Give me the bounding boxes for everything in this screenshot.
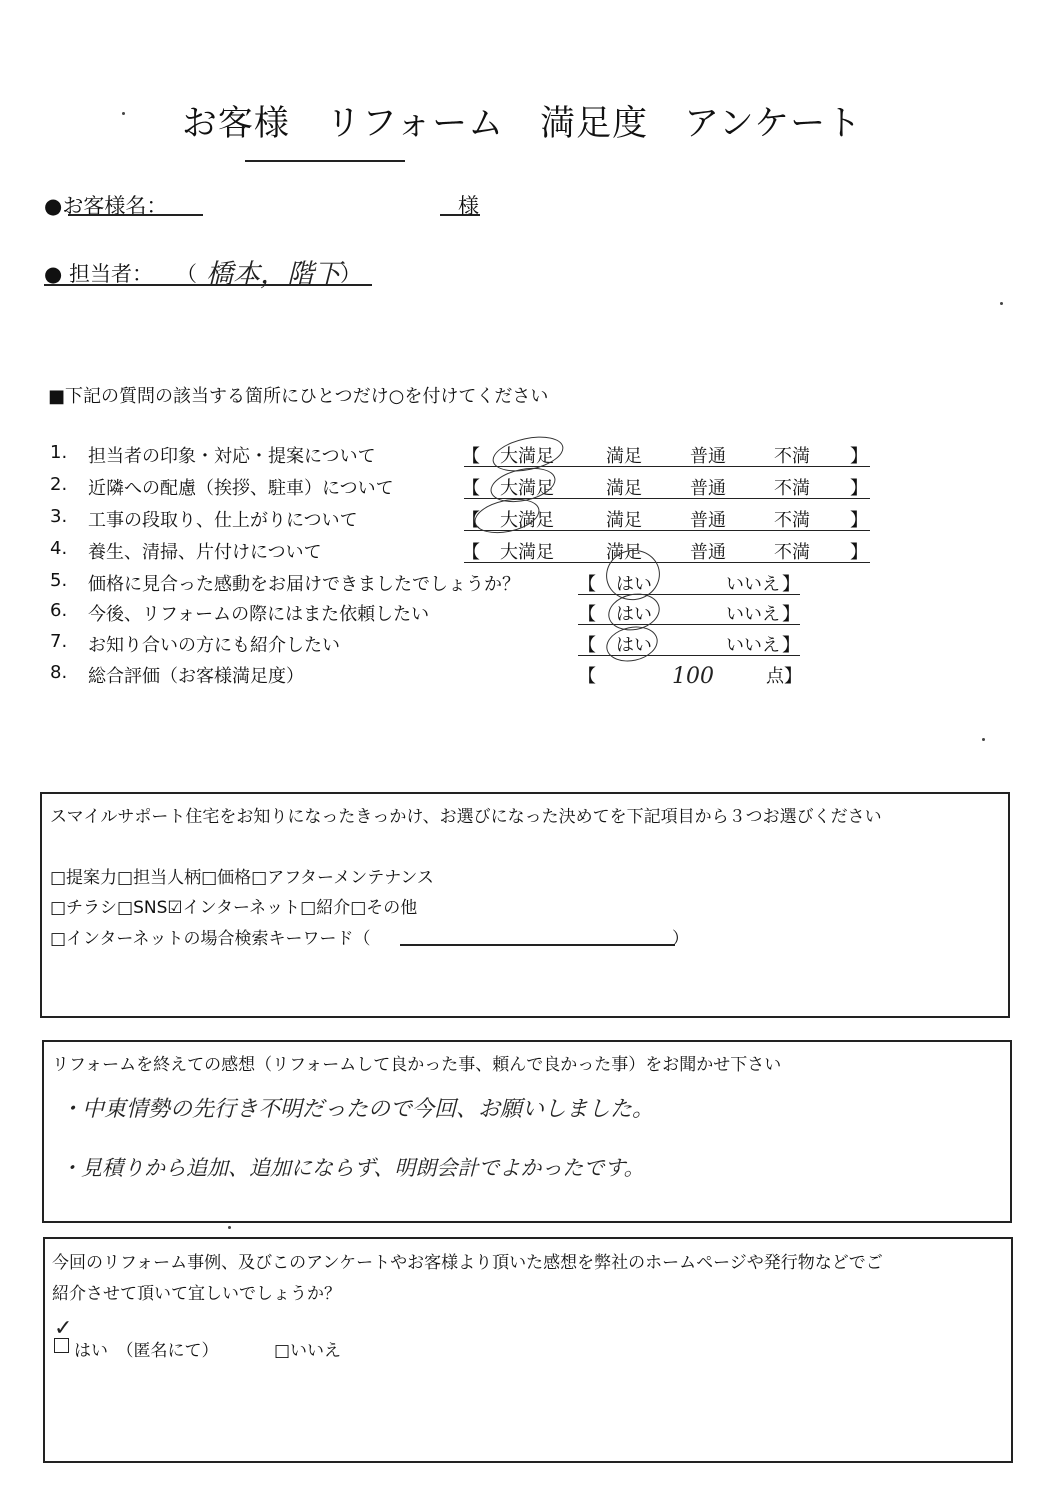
question-row-1: [50, 442, 880, 472]
question-text: 養生、清掃、片付けについて: [88, 542, 322, 563]
bracket-close: 】: [850, 446, 868, 467]
staff-label: ● 担当者：: [44, 262, 153, 286]
question-number: 2.: [50, 474, 68, 495]
question-row-5: [50, 570, 810, 600]
option-very-satisfied[interactable]: 大満足: [500, 478, 554, 499]
question-text: 担当者の印象・対応・提案について: [88, 446, 376, 467]
check-mark-icon: ✓: [54, 1316, 73, 1341]
reason-keyword-close: ）: [672, 929, 689, 949]
impression-comment-1[interactable]: ・中東情勢の先行き不明だったので今回、お願いしました。: [60, 1097, 655, 1122]
question-row-3: [50, 506, 880, 536]
staff-open-paren: （: [176, 262, 197, 286]
reason-options-line-1[interactable]: □提案力□担当人柄□価格□アフターメンテナンス: [50, 868, 434, 888]
scan-speck: [228, 1226, 231, 1229]
option-satisfied[interactable]: 満足: [606, 510, 642, 531]
question-row-6: [50, 600, 810, 630]
option-satisfied[interactable]: 満足: [606, 478, 642, 499]
consent-heading-line-1: 今回のリフォーム事例、及びこのアンケートやお客様より頂いた感想を弊社のホームページや発行物などでご: [52, 1253, 883, 1273]
bracket-open: 【: [578, 635, 596, 656]
option-no[interactable]: いいえ: [726, 574, 780, 595]
option-normal[interactable]: 普通: [690, 478, 726, 499]
consent-yes-label[interactable]: はい （匿名にて）: [74, 1341, 219, 1361]
question-text: 総合評価（お客様満足度）: [88, 666, 304, 687]
option-dissatisfied[interactable]: 不満: [774, 542, 810, 563]
question-row-2: [50, 474, 880, 504]
staff-underline: [44, 284, 372, 286]
question-text: お知り合いの方にも紹介したい: [88, 635, 340, 656]
reason-keyword-label: □インターネットの場合検索キーワード（: [50, 929, 371, 949]
question-text: 価格に見合った感動をお届けできましたでしょうか？: [88, 574, 520, 595]
option-very-satisfied[interactable]: 大満足: [500, 542, 554, 563]
option-dissatisfied[interactable]: 不満: [774, 510, 810, 531]
option-yes[interactable]: はい: [616, 635, 652, 656]
option-satisfied[interactable]: 満足: [606, 446, 642, 467]
customer-label-underline: [68, 214, 203, 216]
bracket-open: 【: [578, 666, 596, 687]
question-row-8: [50, 662, 810, 692]
instruction-text: ■下記の質問の該当する箇所にひとつだけ○を付けてください: [48, 386, 549, 407]
bracket-open: 【: [462, 510, 480, 531]
title-underline: [245, 160, 405, 162]
option-dissatisfied[interactable]: 不満: [774, 478, 810, 499]
question-row-4: [50, 538, 880, 568]
bracket-close: 】: [850, 542, 868, 563]
option-underline: [464, 530, 870, 531]
question-text: 今後、リフォームの際にはまた依頼したい: [88, 604, 430, 625]
score-unit: 点】: [766, 666, 802, 687]
option-normal[interactable]: 普通: [690, 542, 726, 563]
question-number: 7.: [50, 631, 68, 652]
question-number: 3.: [50, 506, 68, 527]
question-number: 4.: [50, 538, 68, 559]
option-underline: [464, 562, 870, 563]
scan-speck: [1000, 302, 1003, 305]
question-number: 6.: [50, 600, 68, 621]
option-very-satisfied[interactable]: 大満足: [500, 446, 554, 467]
scan-speck: [122, 112, 125, 115]
staff-name-handwritten: 橋本，階下: [206, 259, 341, 290]
option-no[interactable]: いいえ: [726, 604, 780, 625]
option-normal[interactable]: 普通: [690, 510, 726, 531]
impression-comment-2[interactable]: ・見積りから追加、追加にならず、明朗会計でよかったです。: [60, 1156, 645, 1180]
staff-close-paren: ）: [340, 262, 361, 286]
option-satisfied[interactable]: 満足: [606, 542, 642, 563]
scan-speck: [982, 738, 985, 741]
bracket-close: 】: [782, 604, 800, 625]
customer-suffix: 様: [458, 194, 479, 218]
bracket-open: 【: [578, 574, 596, 595]
reason-options-line-2[interactable]: □チラシ□SNS☑インターネット□紹介□その他: [50, 898, 418, 918]
option-yes[interactable]: はい: [616, 574, 652, 595]
consent-no-option[interactable]: □いいえ: [274, 1341, 342, 1361]
customer-name-label: ●お客様名：: [44, 194, 168, 218]
question-text: 近隣への配慮（挨拶、駐車）について: [88, 478, 394, 499]
impression-heading: リフォームを終えての感想（リフォームして良かった事、頼んで良かった事）をお聞かせ下さい: [52, 1055, 782, 1075]
page-title: お客様 リフォーム 満足度 アンケート: [181, 104, 863, 144]
consent-heading-line-2: 紹介させて頂いて宜しいでしょうか？: [52, 1284, 341, 1304]
score-value-handwritten[interactable]: 100: [672, 664, 714, 689]
bracket-open: 【: [462, 542, 480, 563]
bracket-close: 】: [850, 478, 868, 499]
bracket-open: 【: [578, 604, 596, 625]
bracket-close: 】: [782, 574, 800, 595]
bracket-close: 】: [850, 510, 868, 531]
option-no[interactable]: いいえ: [726, 635, 780, 656]
question-text: 工事の段取り、仕上がりについて: [88, 510, 358, 531]
question-number: 1.: [50, 442, 68, 463]
keyword-input[interactable]: [400, 944, 675, 946]
question-number: 8.: [50, 662, 68, 683]
reason-heading: スマイルサポート住宅をお知りになったきっかけ、お選びになった決めてを下記項目から３つお選びください: [50, 807, 882, 827]
option-very-satisfied[interactable]: 大満足: [500, 510, 554, 531]
bracket-close: 】: [782, 635, 800, 656]
bracket-open: 【: [462, 478, 480, 499]
option-dissatisfied[interactable]: 不満: [774, 446, 810, 467]
option-underline: [578, 594, 800, 595]
question-number: 5.: [50, 570, 68, 591]
option-yes[interactable]: はい: [616, 604, 652, 625]
bracket-open: 【: [462, 446, 480, 467]
option-normal[interactable]: 普通: [690, 446, 726, 467]
question-row-7: [50, 631, 810, 661]
